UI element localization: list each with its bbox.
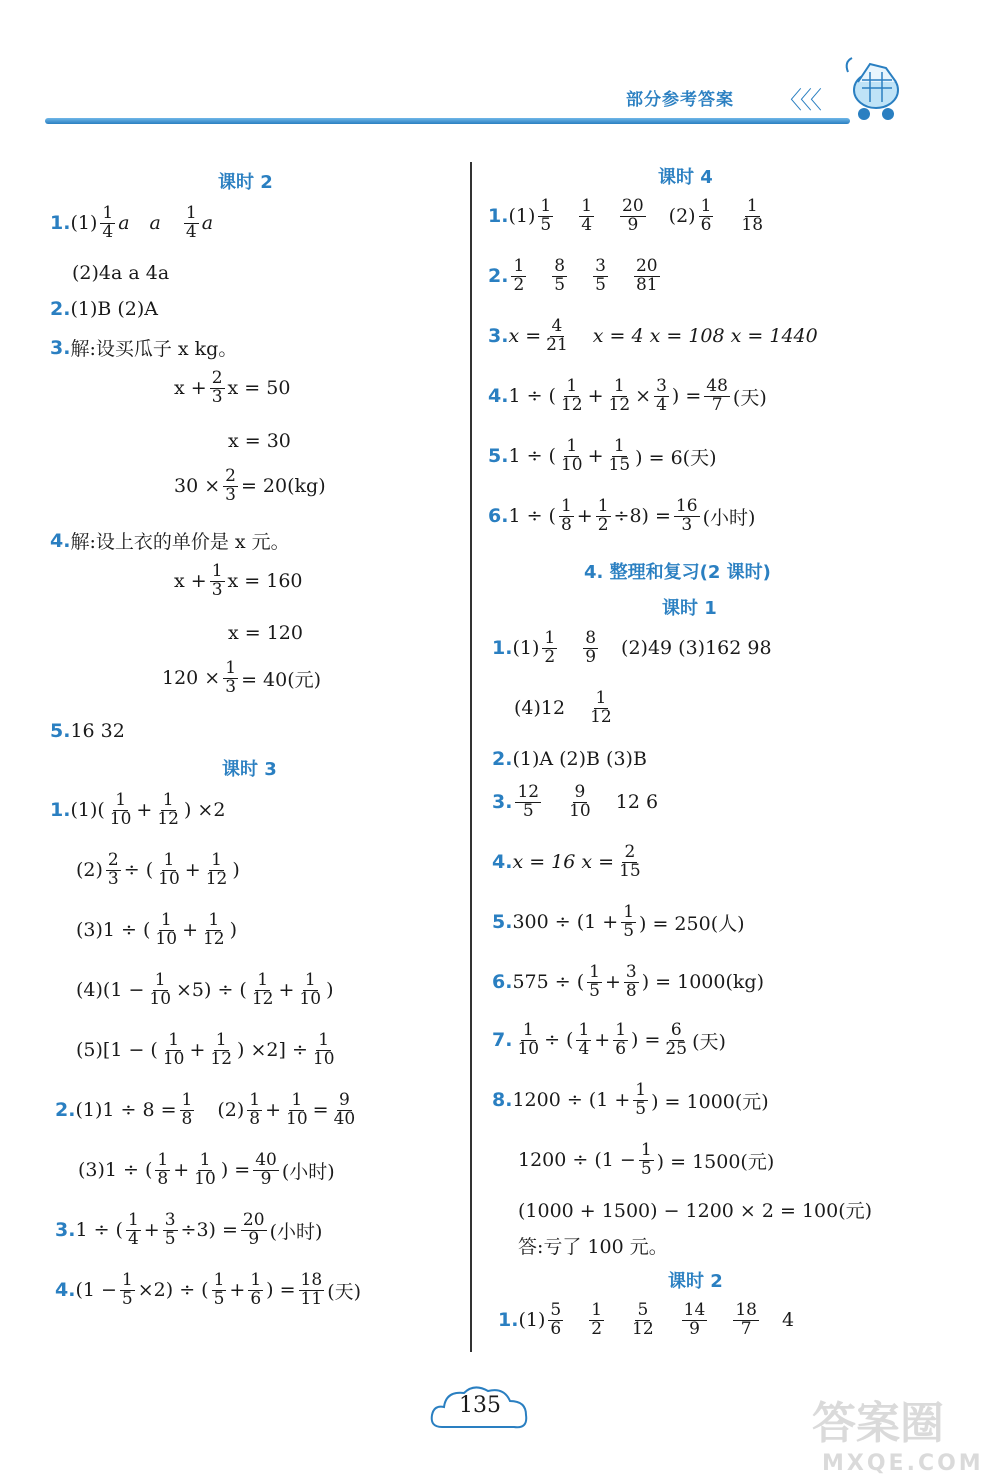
chevron-left-icon: 〈〈〈	[778, 86, 820, 114]
question-number: 5.	[488, 445, 509, 468]
answer-text: (1)B (2)A	[70, 298, 159, 320]
watermark-logo	[808, 1388, 998, 1476]
answer-3: 3. 1 ÷ ( $\frac{1}{4}$ + $\frac{3}{5}$ ÷3) = $\frac{20}{9}$ (小时)	[55, 1210, 323, 1249]
chapter-title: 4. 整理和复习(2 课时)	[584, 562, 771, 583]
answer-2: 2. (1)1 ÷ 8 = $\frac{1}{8}$ (2) $\frac{1}{8}$ + $\frac{1}{10}$ = $\frac{9}{40}$	[55, 1090, 356, 1129]
question-number: 6.	[492, 971, 513, 994]
header-title: 部分参考答案	[626, 90, 734, 110]
answer-1-part3: (3)1 ÷ ( $\frac{1}{10}$ + $\frac{1}{12}$ )	[76, 910, 238, 949]
answer-1: 1. (1) $\frac{5}{6}$ $\frac{1}{2}$ $\frac{5}{12}$ $\frac{14}{9}$ $\frac{18}{7}$ 4	[498, 1300, 795, 1339]
section-title-lesson3: 课时 3	[222, 759, 277, 780]
answer-2-part3: (3)1 ÷ ( $\frac{1}{8}$ + $\frac{1}{10}$ ) = $\frac{40}{9}$ (小时)	[78, 1150, 335, 1189]
answer-1-part2: (2)4a a 4a	[72, 262, 170, 284]
equation: x = 120	[228, 622, 303, 644]
question-number: 1.	[488, 205, 509, 228]
question-number: 1.	[492, 637, 513, 660]
section-title-lesson2: 课时 2	[218, 172, 273, 193]
question-number: 4.	[492, 851, 513, 874]
question-number: 2.	[50, 298, 71, 320]
question-number: 1.	[50, 212, 71, 235]
answer-4: 4. 1 ÷ ( $\frac{1}{12}$ + $\frac{1}{12}$ × $\frac{3}{4}$ ) = $\frac{48}{7}$ (天)	[488, 376, 767, 415]
answer-3	[50, 334, 237, 361]
answer-1-part4: (4)(1 − $\frac{1}{10}$ ×5) ÷ ( $\frac{1}{12}$ + $\frac{1}{10}$ )	[76, 970, 334, 1009]
equation: x + $\frac{2}{3}$ x = 50	[174, 368, 291, 407]
mascot-icon	[840, 52, 910, 124]
answer-1: 1. (1)( $\frac{1}{10}$ + $\frac{1}{12}$ ) ×2	[50, 790, 226, 829]
question-number: 1.	[50, 799, 71, 822]
svg-text:答案圈: 答案圈	[812, 1398, 944, 1449]
answer-4	[50, 527, 290, 554]
variable: a	[118, 212, 130, 235]
answer-text: 解:设上衣的单价是 x 元。	[70, 531, 290, 553]
question-number: 8.	[492, 1089, 513, 1112]
svg-text:MXQE.COM: MXQE.COM	[822, 1451, 984, 1476]
question-number: 2.	[488, 265, 509, 288]
fraction: $\frac{1}{4}$	[185, 203, 197, 242]
equation: x = 30	[228, 430, 291, 452]
answer-1-part5: (5)[1 − ( $\frac{1}{10}$ + $\frac{1}{12}$ ) ×2] ÷ $\frac{1}{10}$	[76, 1030, 335, 1069]
equation: 30 × $\frac{2}{3}$ = 20(kg)	[174, 466, 326, 505]
answer-3: 3. $\frac{12}{5}$ $\frac{9}{10}$ 12 6	[492, 782, 659, 821]
variable: a	[149, 212, 161, 235]
variable: a	[201, 212, 214, 235]
answer-1-part4: (4)12 $\frac{1}{12}$	[514, 688, 612, 727]
question-number: 1.	[498, 1309, 519, 1332]
question-number: 2.	[492, 748, 513, 770]
answer-1-part2: (2) $\frac{2}{3}$ ÷ ( $\frac{1}{10}$ + $\frac{1}{12}$ )	[76, 850, 240, 889]
column-divider	[470, 162, 472, 1352]
question-number: 3.	[50, 336, 71, 359]
answer-8: 8. 1200 ÷ (1 + $\frac{1}{5}$ ) = 1000(元)	[492, 1080, 769, 1119]
answer-5: 5. 1 ÷ ( $\frac{1}{10}$ + $\frac{1}{15}$ ) = 6(天)	[488, 436, 717, 475]
answer-8-step3: (1000 + 1500) − 1200 × 2 = 100(元)	[518, 1200, 873, 1222]
answer-7: 7. $\frac{1}{10}$ ÷ ( $\frac{1}{4}$ + $\frac{1}{6}$ ) = $\frac{6}{25}$ (天)	[492, 1020, 726, 1059]
answer-1: 1. (1) $\frac{1}{5}$ $\frac{1}{4}$ $\frac{20}{9}$ (2) $\frac{1}{6}$ $\frac{1}{18}$	[488, 196, 764, 235]
answer-4: 4. (1 − $\frac{1}{5}$ ×2) ÷ ( $\frac{1}{5}$ + $\frac{1}{6}$ ) = $\frac{18}{11}$ (天)	[55, 1270, 362, 1309]
question-number: 2.	[55, 1099, 76, 1122]
fraction: $\frac{1}{4}$	[102, 203, 114, 242]
equation: x + $\frac{1}{3}$ x = 160	[174, 561, 303, 600]
question-number: 5.	[50, 720, 71, 742]
section-title-lesson4: 课时 4	[658, 167, 713, 188]
answer-2: 2. $\frac{1}{2}$ $\frac{8}{5}$ $\frac{3}{5}$ $\frac{20}{81}$	[488, 256, 658, 295]
question-number: 3.	[55, 1219, 76, 1242]
answer-6: 6. 1 ÷ ( $\frac{1}{8}$ + $\frac{1}{2}$ ÷8) = $\frac{16}{3}$ (小时)	[488, 496, 756, 535]
answer-text: 解:设买瓜子 x kg。	[70, 338, 238, 360]
answer-4: 4. x = 16 x = $\frac{2}{15}$	[492, 842, 641, 881]
answer-5	[50, 720, 125, 742]
section-title-lesson1: 课时 1	[662, 598, 717, 619]
question-number: 6.	[488, 505, 509, 528]
question-number: 3.	[492, 791, 513, 814]
equation: 120 × $\frac{1}{3}$ = 40(元)	[162, 658, 322, 697]
answer-8-conclusion: 答:亏了 100 元。	[518, 1236, 668, 1258]
section-title-lesson2-review: 课时 2	[668, 1271, 723, 1292]
question-number: 7.	[492, 1029, 513, 1052]
answer-8-step2: 1200 ÷ (1 − $\frac{1}{5}$ ) = 1500(元)	[518, 1140, 775, 1179]
question-number: 5.	[492, 911, 513, 934]
answer-2	[50, 298, 158, 320]
answer-text: 16 32	[70, 720, 125, 742]
answer-5: 5. 300 ÷ (1 + $\frac{1}{5}$ ) = 250(人)	[492, 902, 745, 941]
header-rule	[45, 118, 850, 124]
answer-text: (1)	[70, 212, 98, 235]
question-number: 4.	[50, 529, 71, 552]
question-number: 4.	[55, 1279, 76, 1302]
question-number: 4.	[488, 385, 509, 408]
answer-3: 3. x = $\frac{4}{21}$ x = 4 x = 108 x = 1440	[488, 316, 818, 355]
answer-1: 1. (1) $\frac{1}{2}$ $\frac{8}{9}$ (2)49 (3)162 98	[492, 628, 772, 667]
answer-1	[50, 205, 213, 242]
answer-2: 2. (1)A (2)B (3)B	[492, 748, 647, 770]
page-number: 135	[428, 1383, 532, 1435]
answer-6: 6. 575 ÷ ( $\frac{1}{5}$ + $\frac{3}{8}$ ) = 1000(kg)	[492, 962, 764, 1001]
question-number: 3.	[488, 325, 509, 348]
